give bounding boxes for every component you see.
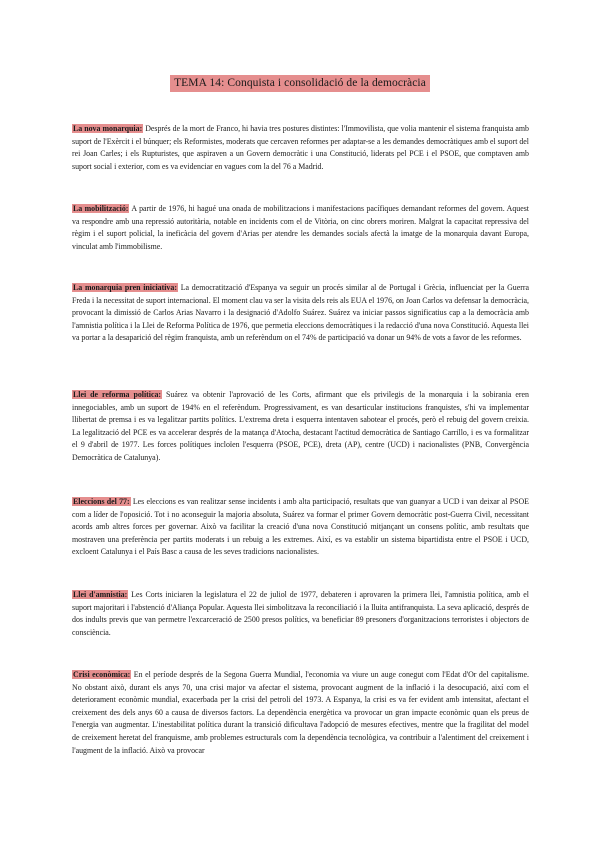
section-text: Suárez va obtenir l'aprovació de les Corts, afirmant que els privilegis de la monarquia i la sobirania eren innegociables, amb un suport de 194% en el referèndum. Progressivament, es van desarticular institucions franquistes, s'hi va implementar llibertat de premsa i es va legalitzar partits polítics. L'extrema dreta i esquerra intentaven sabotear el procés, però el rebuig del govern creixia. La legalització del PCE es va accelerar després de la matança d'Atocha, destacant l'actitud democràtica de Santiago Carrillo, i es va formalitzar el 9 d'abril de 1977. Les forces polítiques incloïen l'esquerra (PSOE, PCE), dreta (AP), centre (UCD) i nacionalistes (PNB, Convergència Democràtica de Catalunya). <box>72 390 529 462</box>
page-title: TEMA 14: Conquista i consolidació de la democràcia <box>170 75 430 92</box>
section-eleccions-77 <box>72 496 529 559</box>
section-text: En el període després de la Segona Guerra Mundial, l'economia va viure un auge conegut com l'Edat d'Or del capitalisme. No obstant això, durant els anys 70, una crisi major va afectar el sistema, provocant augment de la inflació i la desocupació, així com el deteriorament econòmic mundial, exacerbada per la crisi del petroli del 1973. A Espanya, la crisi es va fer evident amb intensitat, afectant el creixement des dels anys 60 a causa de diversos factors. La dependència energètica va provocar un gran impacte econòmic quan els preus de l'energia van augmentar. L'inestabilitat política durant la transició dificultava l'adopció de mesures efectives, mentre que la fragilitat del model de creixement heretat del franquisme, amb problemes estructurals com la dependència tecnològica, va contribuir a l'alentiment del creixement i l'augment de la inflació. Això va provocar <box>72 670 529 755</box>
section-crisi-economica <box>72 669 529 757</box>
section-mobilitzacio <box>72 203 529 253</box>
title-wrap <box>0 73 600 92</box>
section-heading: La nova monarquia: <box>73 124 143 133</box>
section-text: A partir de 1976, hi hagué una onada de mobilitzacions i manifestacions pacífiques demandant reformes del govern. Aquest va respondre amb una repressió autoritària, notable en incidents com el de Vitòria, on cinc obrers moriren. Malgrat la capacitat repressiva del règim i el suport policial, la ineficàcia del govern d'Arias per atendre les demandes socials afectà la imatge de la monarquia davant Europa, vinculat amb l'immobilisme. <box>72 204 529 251</box>
section-text: La democratització d'Espanya va seguir un procés similar al de Portugal i Grècia, influenciat per la Guerra Freda i la necessitat de suport internacional. El moment clau va ser la visita dels reis als EUA el 1976, on Joan Carlos va defensar la democràcia, provocant la dimissió de Carlos Arias Navarro i la designació d'Adolfo Suárez. Suárez va iniciar passos significatius cap a la democràcia amb l'amnistia política i la Llei de Reforma Política de 1976, que permetia eleccions democràtiques i la redacció d'una nova Constitució. Aquesta llei va portar a la desaparició del règim franquista, amb un referèndum on el 74% de participació va donar un 94% de vots a favor de les reformes. <box>72 283 529 343</box>
section-llei-amnistia <box>72 589 529 639</box>
section-heading: Crisi econòmica: <box>73 670 131 679</box>
section-heading: Eleccions del 77: <box>73 497 130 506</box>
section-heading: La monarquia pren iniciativa: <box>73 283 177 292</box>
section-text: Les eleccions es van realitzar sense incidents i amb alta participació, resultats que van guanyar a UCD i van deixar al PSOE com a líder de l'oposició. Tot i no aconseguir la majoria absoluta, Suárez va formar el primer Govern democràtic post-Guerra Civil, necessitant acords amb altres forces per governar. Això va facilitar la creació d'una nova Constitució mitjançant un consens polític, amb resultats que mostraven una preferència per partits moderats i un rebuig a les extremes. Així, es va establir un sistema bipartidista entre el PSOE i UCD, excloent Catalunya i el País Basc a causa de les seves tradicions nacionalistes. <box>72 497 529 557</box>
section-reforma-politica <box>72 389 529 465</box>
section-monarquia-iniciativa <box>72 282 529 345</box>
section-text: Després de la mort de Franco, hi havia tres postures distintes: l'Immovilista, que volia mantenir el sistema franquista amb suport de l'Exèrcit i el búnquer; els Reformistes, moderats que cercaven reformes per adaptar-se a les demandes democràtiques amb el suport del rei Joan Carles; i els Rupturistes, que aspiraven a un Govern democràtic i una Constitució, liderats pel PCE i el PSOE, que comptaven amb suport social i exterior, com es va evidenciar en vagues com la del 76 a Madrid. <box>72 124 529 171</box>
section-text: Les Corts iniciaren la legislatura el 22 de juliol de 1977, debateren i aprovaren la primera llei, l'amnistia política, amb el suport majoritari i l'abstenció d'Aliança Popular. Aquesta llei simbolitzava la reconciliació i la lluita antifranquista. La seva aplicació, després de dos indults previs que van permetre l'excarceració de 2500 presos polítics, va beneficiar 89 presoners d'organitzacions terroristes i objectors de consciència. <box>72 590 529 637</box>
section-heading: Llei de reforma política: <box>73 390 162 399</box>
section-heading: La mobilització: <box>73 204 129 213</box>
section-nova-monarquia <box>72 123 529 173</box>
section-heading: Llei d'amnistia: <box>73 590 128 599</box>
